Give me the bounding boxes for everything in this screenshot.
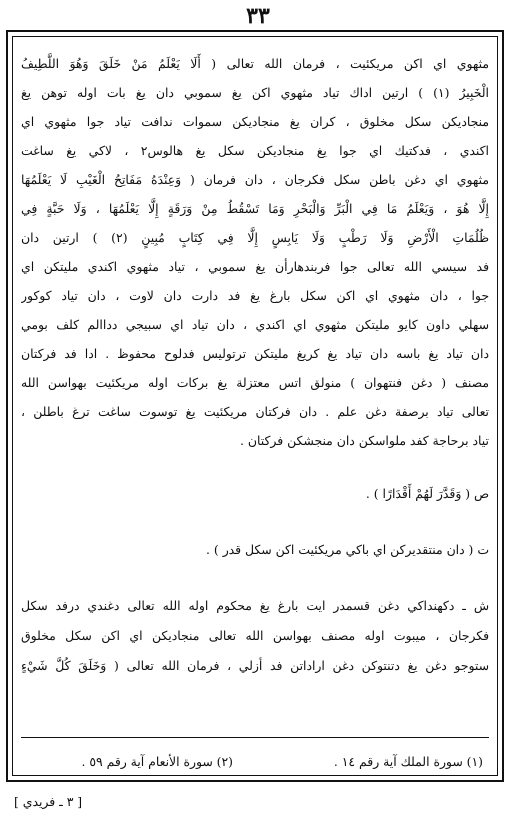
text-line-8: فد سيسي الله تعالى جوا فربندهارأن يغ سموبي ، تياد مثهوي اكندي مليتكن اي: [21, 259, 489, 274]
commentary-line-1: ش ـ دكهنداكي دغن قسمدر ايت بارغ يغ محكوم اوله الله تعالى دغندي درفد سكل: [21, 598, 489, 613]
text-line-14: تياد برحاجة كفد ملواسكن دان منجشكن فركتان .: [240, 433, 489, 448]
text-line-1: مثهوي اي اكن مريكئيت ، فرمان الله تعالى ( أَلَا يَعْلَمُ مَنْ خَلَقَ وَهُوَ اللَّطِيفُ: [21, 56, 489, 71]
page-frame-outer: [6, 30, 504, 782]
text-line-2: الْخَبِيرُ (١) ) ارتين اداك تياد مثهوي اكن يغ سموبي دان يغ بات اوله توهن يغ: [21, 85, 489, 100]
text-line-9: جوا ، دان مثهوي اي اكن سكل بارغ يغ فد دارت دان لاوت ، دان تياد كوكور: [21, 288, 489, 303]
footnote-divider: [21, 737, 489, 738]
commentary-line-2: فكرجان ، ميبوت اوله مصنف بهواسن الله تعالى منجاديكن اي اكن سكل مخلوق: [21, 628, 489, 643]
text-line-11: دان تياد يغ باسه دان تياد يغ كريغ مليتكن ترتوليس فدلوح محفوظ . ادا فد فركتان: [21, 346, 489, 361]
text-line-3: منجاديكن سكل مخلوق ، كران يغ منجاديكن سموات ندافت تياد جوا مثهوي اي: [21, 114, 489, 129]
page-frame-inner: [12, 36, 498, 776]
text-line-4: اكندي ، فدكتيك اي جوا يغ منجاديكن سكل يغ هالوس٢ ، لاكي يغ ساغت: [21, 143, 489, 158]
text-line-5: مثهوي اي دغن باطن سكل فكرجان ، دان فرمان ( وَعِنْدَهُ مَفَاتِحُ الْغَيْبِ لَا يَعْلَمُهَا: [21, 172, 489, 187]
footnote-1: (١) سورة الملك آية رقم ١٤ .: [333, 754, 483, 769]
page-number: ٣٣: [246, 3, 270, 29]
signature-mark: [ ٣ ـ فريدي ]: [14, 794, 83, 809]
text-line-6: إِلَّا هُوَ ، وَيَعْلَمُ مَا فِي الْبَرِّ وَالْبَحْرِ وَمَا تَسْقُطُ مِنْ وَرَقَةٍ إِلَّا يَعْلَمُهَا ، وَلَا حَبَّةٍ فِي: [21, 201, 489, 216]
text-line-7: ظُلُمَاتِ الْأَرْضِ وَلَا رَطْبٍ وَلَا يَابِسٍ إِلَّا فِي كِتَابٍ مُبِينٍ (٢) ) ارتين دان: [21, 230, 489, 245]
text-line-13: تعالى تياد برصفة دغن علم . دان فركتان مريكئيت يغ توسوت ساغت ترغ باطلن ،: [21, 404, 489, 419]
commentary-line-3: ستوجو دغن يغ دتنتوكن دغن اراداتن فد أزلي ، فرمان الله تعالى ( وَخَلَقَ كُلَّ شَيْءٍ: [21, 658, 489, 673]
text-line-10: سهلي داون كايو مليتكن مثهوي اي اكندي ، دان تياد اي سبيجي دداالم كلف بومي: [21, 317, 489, 332]
translation-line: ت ( دان منتقديركن اي باكي مريكئيت اكن سكل قدر ) .: [206, 542, 489, 557]
main-text: [21, 51, 489, 749]
text-line-12: مصنف ( دغن فنتهوان ) منولق اتس معتزلة يغ بركات اوله مريكئيت بهواسن الله: [21, 375, 489, 390]
quran-verse-line: ص ( وَقَدَّرَ لَهُمْ أَقْدَارًا ) .: [365, 486, 489, 501]
footnote-2: (٢) سورة الأنعام آية رقم ٥٩ .: [81, 754, 233, 769]
footnotes: [23, 749, 483, 775]
